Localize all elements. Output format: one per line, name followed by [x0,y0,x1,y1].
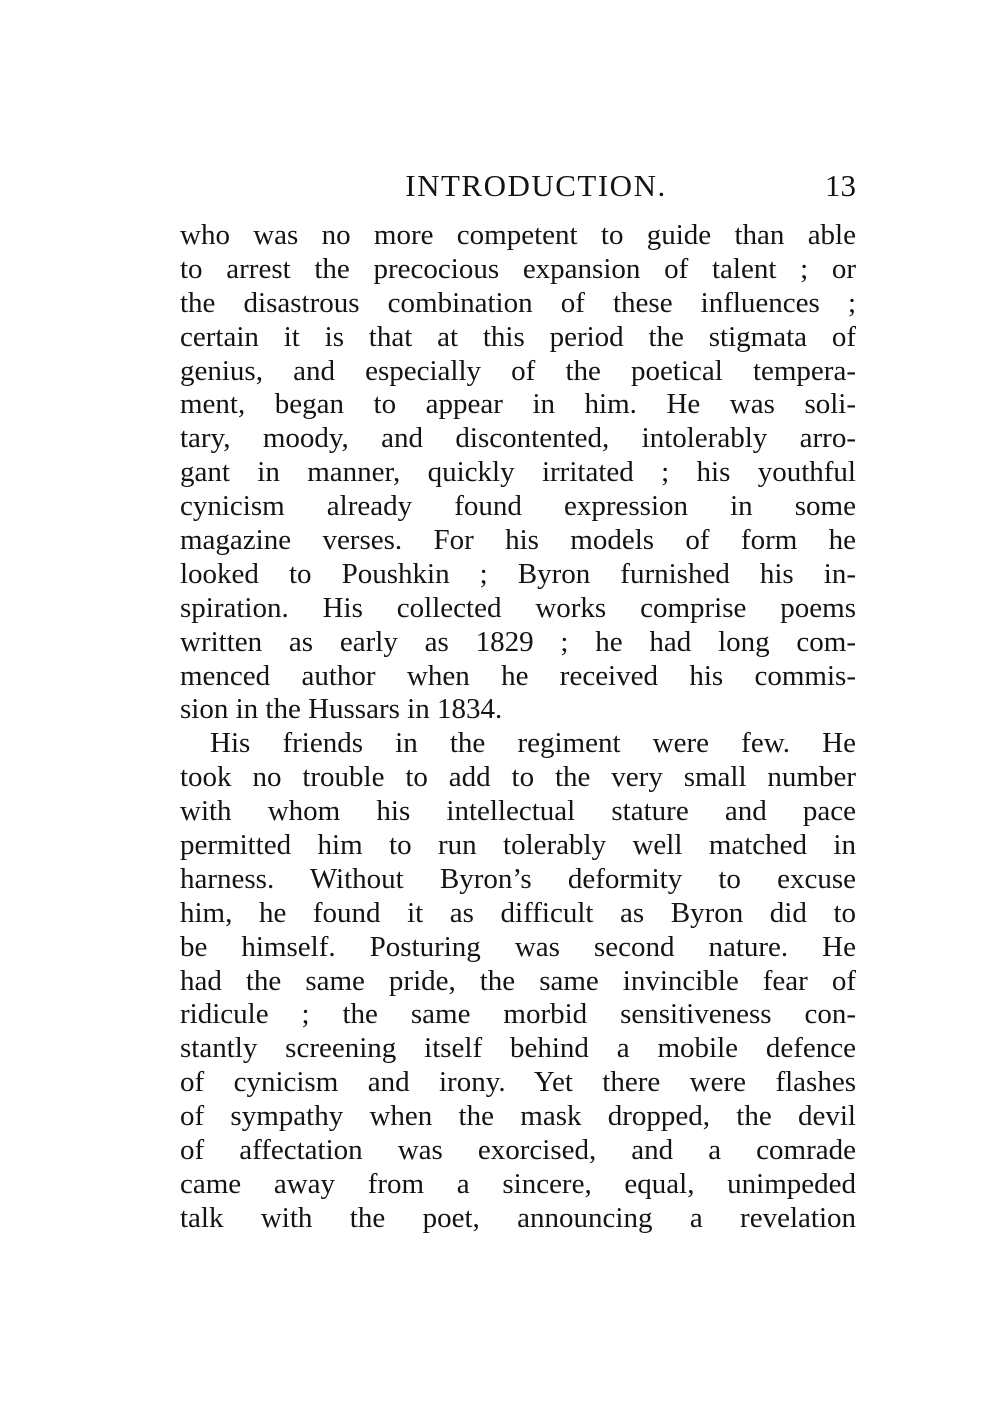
text-line: of cynicism and irony. Yet there were flashes [180,1066,856,1099]
text-line: gant in manner, quickly irritated ; his youthful [180,456,856,489]
text-line: genius, and especially of the poetical tempera- [180,354,856,387]
running-head: INTRODUCTION. [405,168,667,203]
text-line: menced author when he received his commis- [180,659,856,692]
text-body [180,218,856,1235]
text-line: him, he found it as difficult as Byron did to [180,896,856,929]
page-header [180,166,856,206]
text-line: ridicule ; the same morbid sensitiveness con- [180,998,856,1031]
text-line: took no trouble to add to the very small number [180,761,856,794]
text-line: be himself. Posturing was second nature. He [180,930,856,963]
text-line: His friends in the regiment were few. He [210,727,856,760]
text-line: tary, moody, and discontented, intolerably arro- [180,422,856,455]
text-line: of sympathy when the mask dropped, the devil [180,1100,856,1133]
text-line: talk with the poet, announcing a revelation [180,1201,856,1234]
text-line: looked to Poushkin ; Byron furnished his in- [180,557,856,590]
text-line: spiration. His collected works comprise poems [180,591,856,624]
paragraph-1 [180,218,856,726]
text-line: had the same pride, the same invincible fear of [180,964,856,997]
text-line: magazine verses. For his models of form he [180,524,856,557]
text-line: stantly screening itself behind a mobile defence [180,1032,856,1065]
text-line: written as early as 1829 ; he had long com- [180,625,856,658]
text-line: certain it is that at this period the stigmata of [180,320,856,353]
text-line: harness. Without Byron’s deformity to excuse [180,862,856,895]
text-line: cynicism already found expression in some [180,490,856,523]
page-number: 13 [825,168,856,203]
text-line: came away from a sincere, equal, unimpeded [180,1167,856,1200]
text-line: ment, began to appear in him. He was soli- [180,388,856,421]
text-line: permitted him to run tolerably well matched in [180,829,856,862]
text-line: to arrest the precocious expansion of talent ; or [180,252,856,285]
text-line: sion in the Hussars in 1834. [180,693,503,726]
text-line: who was no more competent to guide than able [180,219,856,251]
paragraph-2 [180,726,856,1234]
text-line: the disastrous combination of these influences ; [180,286,856,319]
text-line: with whom his intellectual stature and pace [180,795,856,828]
text-line: of affectation was exorcised, and a comrade [180,1134,856,1167]
